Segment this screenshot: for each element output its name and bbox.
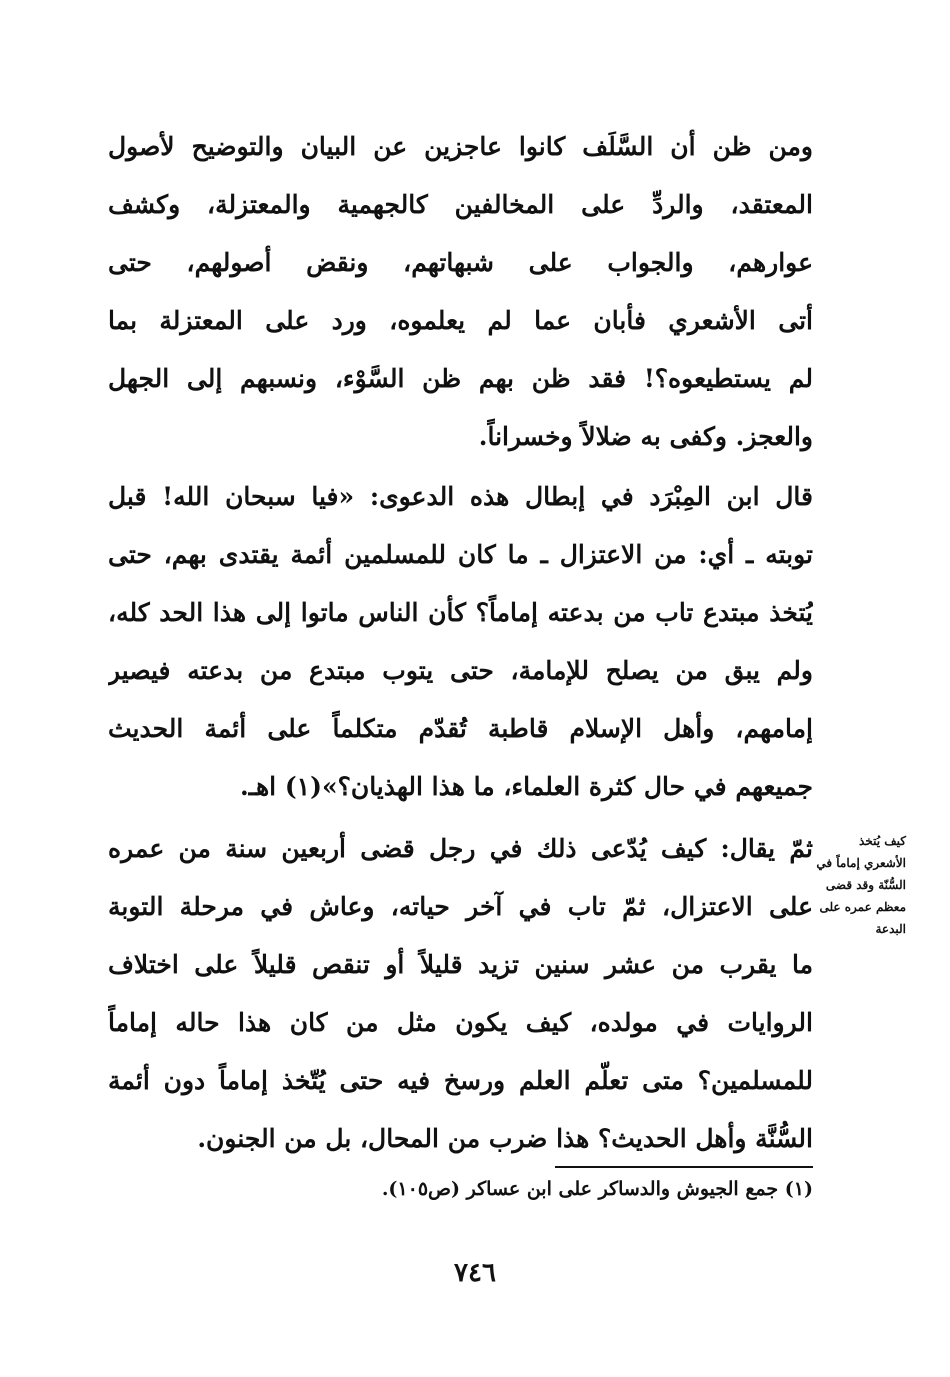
- text-line: للمسلمين؟ متى تعلّم العلم ورسخ فيه حتى يُتّخذ إماماً دون أئمة: [108, 1066, 813, 1095]
- margin-note-line: البدعة: [875, 922, 906, 936]
- margin-note: [818, 830, 906, 940]
- text-line: السُّنَّة وأهل الحديث؟ هذا ضرب من المحال، بل من الجنون.: [197, 1124, 813, 1153]
- text-line: المعتقد، والردِّ على المخالفين كالجهمية والمعتزلة، وكشف: [108, 190, 813, 219]
- text-line: يُتخذ مبتدع تاب من بدعته إماماً؟ كأن الناس ماتوا إلى هذا الحد كله،: [108, 598, 813, 627]
- paragraph-3: [108, 820, 813, 1168]
- text-line: توبته ـ أي: من الاعتزال ـ ما كان للمسلمين أئمة يقتدى بهم، حتى: [108, 540, 813, 569]
- text-line: لم يستطيعوه؟! فقد ظن بهم ظن السَّوْء، ونسبهم إلى الجهل: [108, 364, 813, 393]
- text-line: إمامهم، وأهل الإسلام قاطبة تُقدّم متكلماً على أئمة الحديث: [108, 714, 813, 743]
- text-line: ومن ظن أن السَّلَف كانوا عاجزين عن البيان والتوضيح لأصول: [108, 132, 813, 161]
- page-number: ٧٤٦: [454, 1258, 496, 1288]
- text-line: والعجز. وكفى به ضلالاً وخسراناً.: [478, 422, 813, 451]
- margin-note-line: معظم عمره على: [819, 900, 906, 914]
- text-line: ما يقرب من عشر سنين تزيد قليلاً أو تنقص قليلاً على اختلاف: [108, 950, 813, 979]
- margin-note-line: السُّنّة وقد قضى: [825, 878, 906, 892]
- text-line: على الاعتزال، ثمّ تاب في آخر حياته، وعاش في مرحلة التوبة: [108, 892, 813, 921]
- margin-note-line: كيف يُتخذ: [859, 834, 906, 848]
- paragraph-2: [108, 468, 813, 816]
- footnote: (١) جمع الجيوش والدساكر على ابن عساكر (ص١٠٥).: [381, 1178, 813, 1200]
- text-line: عوارهم، والجواب على شبهاتهم، ونقض أصولهم، حتى: [108, 248, 813, 277]
- text-line: الروايات في مولده، كيف يكون مثل من كان هذا حاله إماماً: [108, 1008, 813, 1037]
- paragraph-1: [108, 118, 813, 466]
- text-line: ولم يبق من يصلح للإمامة، حتى يتوب مبتدع من بدعته فيصير: [108, 656, 813, 685]
- text-line: قال ابن المِبْرَد في إبطال هذه الدعوى: «فيا سبحان الله! قبل: [108, 482, 813, 511]
- text-line: أتى الأشعري فأبان عما لم يعلموه، ورد على المعتزلة بما: [108, 306, 813, 335]
- text-line: جميعهم في حال كثرة العلماء، ما هذا الهذيان؟»(١) اهـ.: [239, 772, 813, 801]
- footnote-divider: [555, 1166, 813, 1168]
- text-line: ثمّ يقال: كيف يُدّعى ذلك في رجل قضى أربعين سنة من عمره: [108, 834, 813, 863]
- margin-note-line: الأشعري إماماً في: [816, 856, 906, 870]
